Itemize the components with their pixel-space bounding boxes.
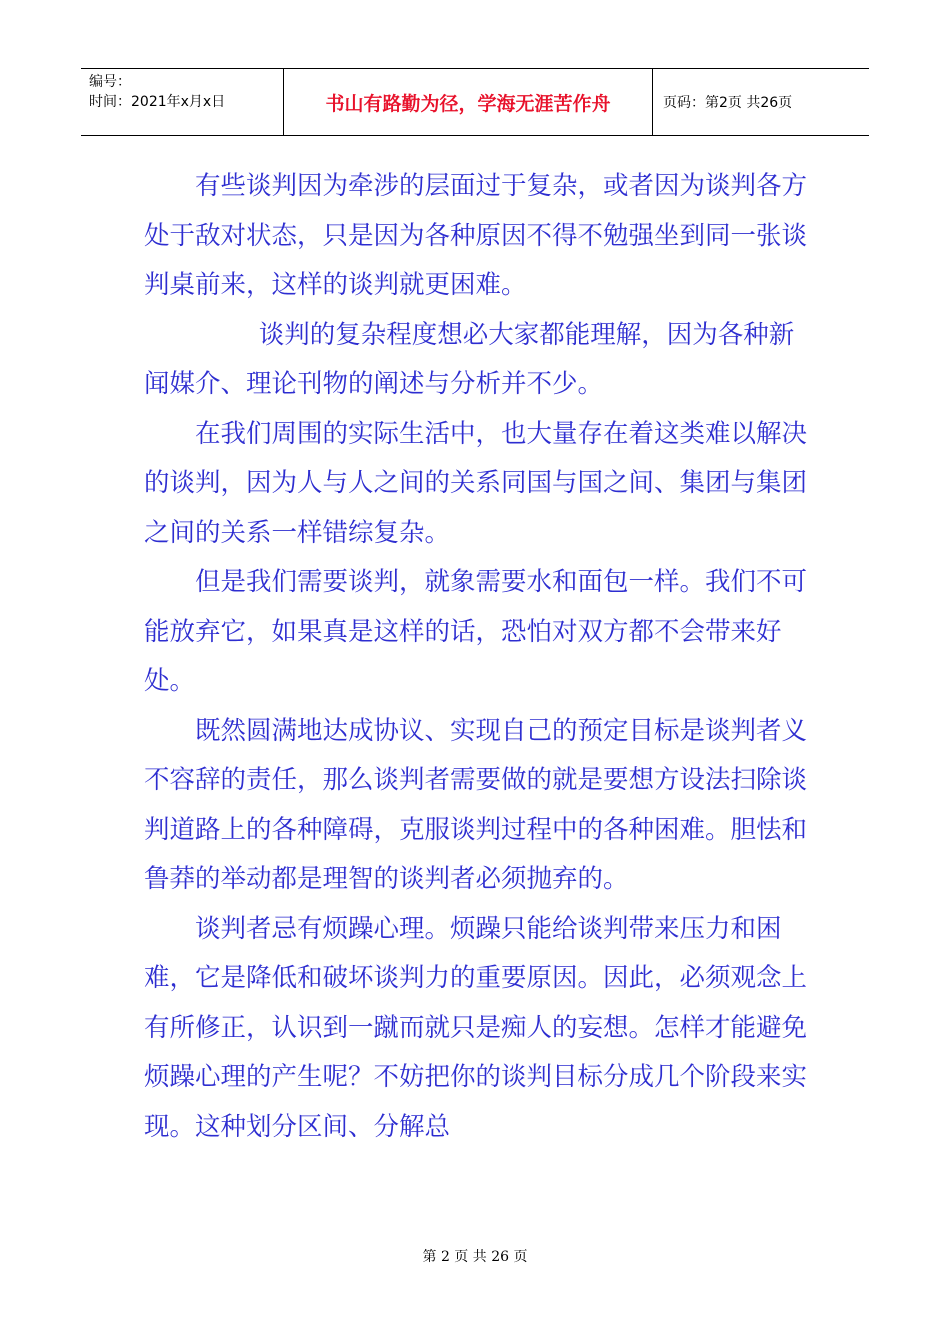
paragraph: 有些谈判因为牵涉的层面过于复杂，或者因为谈判各方处于敌对状态，只是因为各种原因不得不勉强坐到同一张谈判桌前来，这样的谈判就更困难。 (144, 171, 808, 300)
number-label: 编号： (89, 74, 131, 90)
page-header (81, 68, 869, 136)
paragraph: 谈判者忌有烦躁心理。烦躁只能给谈判带来压力和困难，它是降低和破坏谈判力的重要原因。因此，必须观念上有所修正，认识到一蹴而就只是痴人的妄想。怎样才能避免烦躁心理的产生呢？不妨把你的谈判目标分成几个阶段来实现。这种划分区间、分解总 (144, 913, 808, 1142)
paragraph: 谈判的复杂程度想必大家都能理解，因为各种新闻媒介、理论刊物的阐述与分析并不少。 (144, 319, 795, 399)
document-body (144, 162, 808, 1152)
paragraph: 既然圆满地达成协议、实现自己的预定目标是谈判者义不容辞的责任，那么谈判者需要做的就是要想方设法扫除谈判道路上的各种障碍，克服谈判过程中的各种困难。胆怯和鲁莽的举动都是理智的谈判者必须抛弃的。 (144, 715, 808, 894)
time-label: 时间：2021年x月x日 (89, 94, 226, 110)
page-footer: 第 2 页 共 26 页 (422, 1249, 528, 1265)
header-motto: 书山有路勤为径，学海无涯苦作舟 (284, 69, 653, 135)
paragraph: 但是我们需要谈判，就象需要水和面包一样。我们不可能放弃它，如果真是这样的话，恐怕对双方都不会带来好处。 (144, 567, 808, 696)
paragraph: 在我们周围的实际生活中，也大量存在着这类难以解决的谈判，因为人与人之间的关系同国与国之间、集团与集团之间的关系一样错综复杂。 (144, 418, 808, 548)
header-page-info: 页码：第2页 共26页 (663, 95, 793, 111)
header-meta (81, 69, 284, 135)
